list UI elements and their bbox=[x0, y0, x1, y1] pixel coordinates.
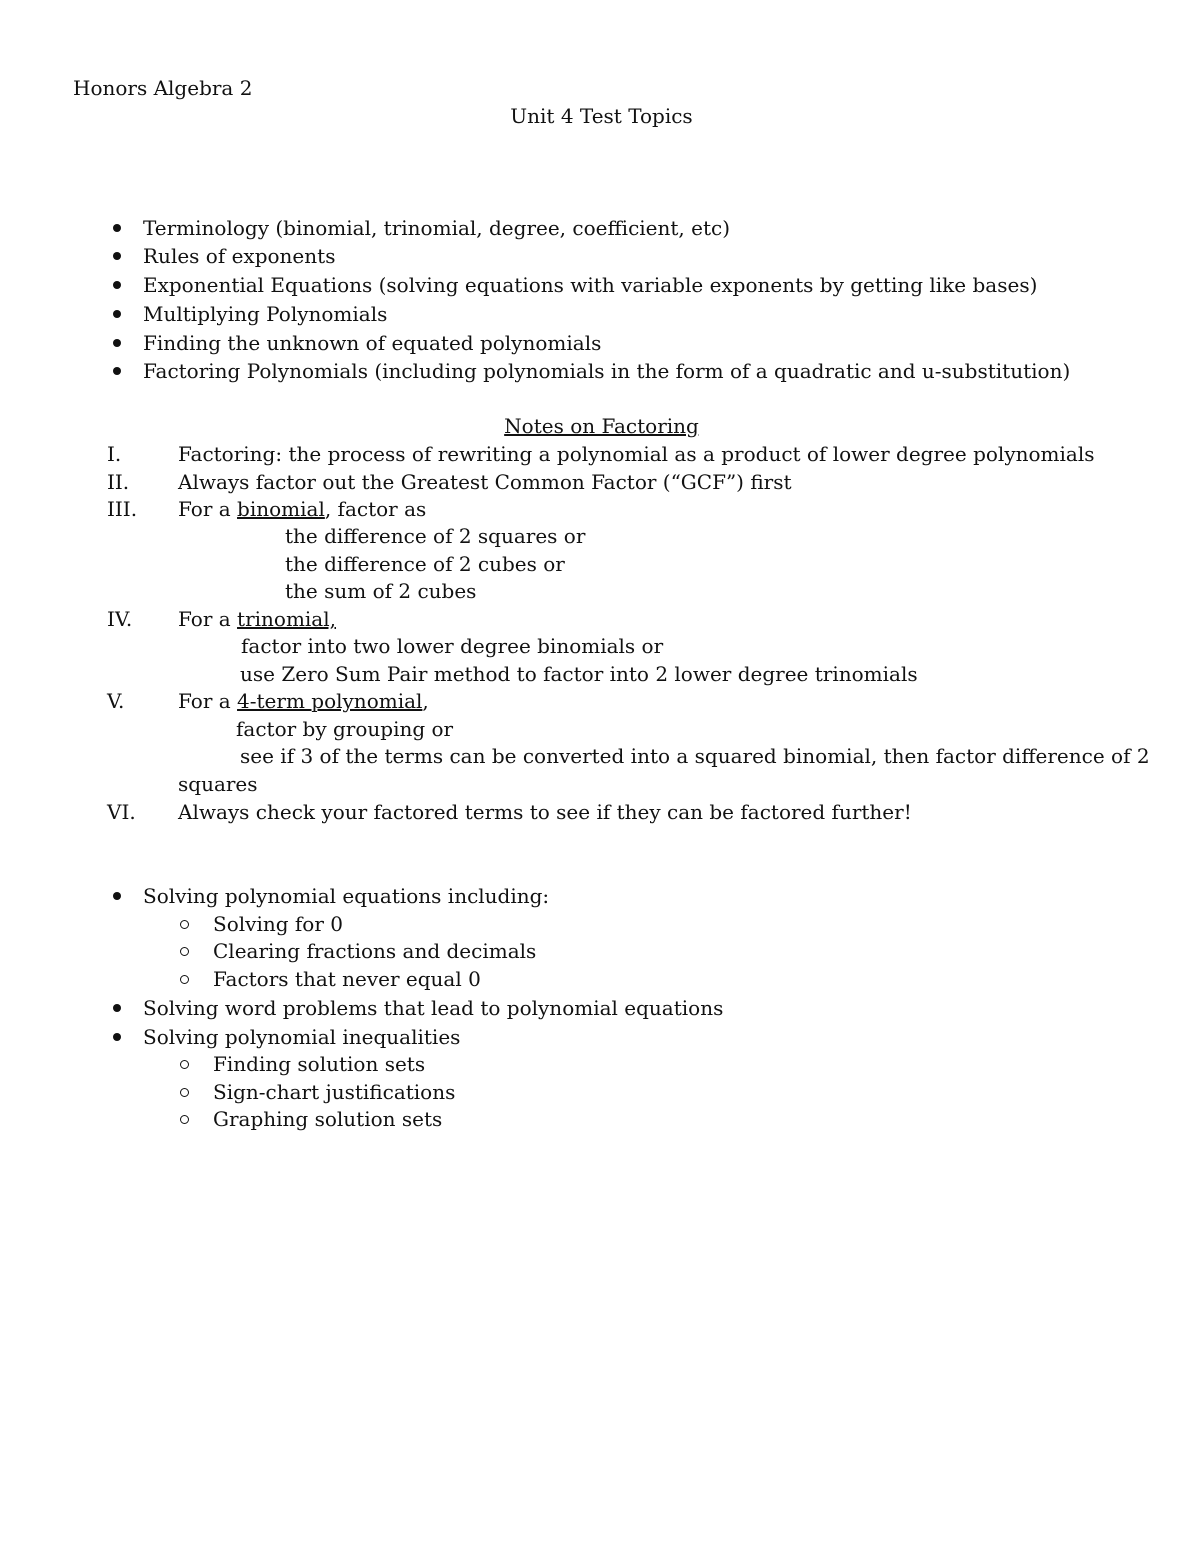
list-subitem: Factors that never equal 0 bbox=[213, 967, 481, 991]
circle-bullet-icon bbox=[180, 975, 189, 984]
bullet-icon bbox=[113, 252, 121, 260]
roman-numeral: VI. bbox=[107, 800, 136, 824]
list-item: Terminology (binomial, trinomial, degree, coefficient, etc) bbox=[143, 216, 731, 240]
note-subitem: the difference of 2 squares or bbox=[285, 524, 586, 548]
bullet-icon bbox=[113, 281, 121, 289]
note-keyword: 4-term polynomial bbox=[237, 689, 423, 713]
circle-bullet-icon bbox=[180, 1088, 189, 1097]
note-item bbox=[178, 497, 426, 521]
note-keyword: trinomial, bbox=[237, 607, 336, 631]
list-subitem: Sign-chart justifications bbox=[213, 1080, 456, 1104]
note-subitem: see if 3 of the terms can be converted into a squared binomial, then factor difference of 2 bbox=[240, 744, 1150, 768]
list-item: Finding the unknown of equated polynomials bbox=[143, 331, 602, 355]
note-item bbox=[178, 689, 429, 713]
note-text: For a bbox=[178, 689, 238, 713]
note-item: Always check your factored terms to see if they can be factored further! bbox=[178, 800, 912, 824]
list-item: Rules of exponents bbox=[143, 244, 336, 268]
list-item: Solving polynomial inequalities bbox=[143, 1025, 461, 1049]
note-subitem: factor into two lower degree binomials or bbox=[241, 634, 664, 658]
circle-bullet-icon bbox=[180, 920, 189, 929]
list-item: Factoring Polynomials (including polynomials in the form of a quadratic and u-substitution) bbox=[143, 359, 1071, 383]
list-subitem: Finding solution sets bbox=[213, 1052, 426, 1076]
circle-bullet-icon bbox=[180, 1115, 189, 1124]
bullet-icon bbox=[113, 310, 121, 318]
list-subitem: Solving for 0 bbox=[213, 912, 343, 936]
list-item: Multiplying Polynomials bbox=[143, 302, 388, 326]
bullet-icon bbox=[113, 367, 121, 375]
circle-bullet-icon bbox=[180, 947, 189, 956]
bullet-icon bbox=[113, 339, 121, 347]
list-subitem: Graphing solution sets bbox=[213, 1107, 443, 1131]
note-text: For a bbox=[178, 607, 238, 631]
page-title: Unit 4 Test Topics bbox=[510, 104, 693, 128]
circle-bullet-icon bbox=[180, 1060, 189, 1069]
bullet-icon bbox=[113, 1033, 121, 1041]
roman-numeral: V. bbox=[107, 689, 125, 713]
roman-numeral: IV. bbox=[107, 607, 133, 631]
list-item: Solving polynomial equations including: bbox=[143, 884, 550, 908]
notes-heading: Notes on Factoring bbox=[504, 414, 699, 438]
roman-numeral: III. bbox=[107, 497, 138, 521]
list-subitem: Clearing fractions and decimals bbox=[213, 939, 537, 963]
note-keyword: binomial bbox=[237, 497, 325, 521]
note-subitem: factor by grouping or bbox=[236, 717, 454, 741]
roman-numeral: II. bbox=[107, 470, 130, 494]
note-item: Always factor out the Greatest Common Factor (“GCF”) first bbox=[178, 470, 792, 494]
note-subitem: the difference of 2 cubes or bbox=[285, 552, 565, 576]
roman-numeral: I. bbox=[107, 442, 122, 466]
bullet-icon bbox=[113, 1004, 121, 1012]
note-subitem: use Zero Sum Pair method to factor into 2 lower degree trinomials bbox=[240, 662, 918, 686]
bullet-icon bbox=[113, 892, 121, 900]
course-name: Honors Algebra 2 bbox=[73, 76, 253, 100]
list-item: Exponential Equations (solving equations with variable exponents by getting like bases) bbox=[143, 273, 1038, 297]
note-subitem: the sum of 2 cubes bbox=[285, 579, 477, 603]
note-text: , bbox=[422, 689, 429, 713]
note-item bbox=[178, 607, 336, 631]
note-text: , factor as bbox=[324, 497, 427, 521]
list-item: Solving word problems that lead to polynomial equations bbox=[143, 996, 724, 1020]
note-subitem-wrap: squares bbox=[178, 772, 258, 796]
note-text: For a bbox=[178, 497, 238, 521]
note-item: Factoring: the process of rewriting a polynomial as a product of lower degree polynomials bbox=[178, 442, 1095, 466]
bullet-icon bbox=[113, 224, 121, 232]
